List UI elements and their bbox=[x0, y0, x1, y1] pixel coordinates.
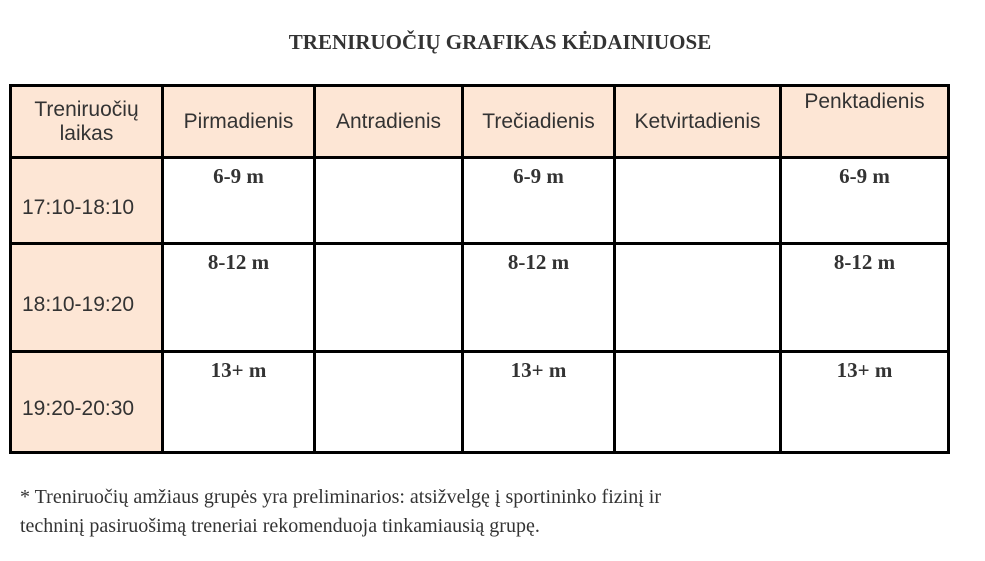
schedule-table bbox=[9, 84, 950, 454]
friday-cell: 8-12 m bbox=[781, 244, 949, 352]
footnote-line-2: techninį pasiruošimą treneriai rekomenduoja tinkamiausią grupę. bbox=[20, 515, 540, 537]
monday-cell: 6-9 m bbox=[163, 158, 315, 244]
wednesday-cell: 6-9 m bbox=[463, 158, 615, 244]
monday-cell: 13+ m bbox=[163, 352, 315, 453]
table-row bbox=[11, 352, 949, 453]
thursday-cell bbox=[615, 158, 781, 244]
table-row bbox=[11, 158, 949, 244]
table-row bbox=[11, 244, 949, 352]
tuesday-cell bbox=[315, 158, 463, 244]
footnote-line-1: * Treniruočių amžiaus grupės yra preliminarios: atsižvelgę į sportininko fizinį ir bbox=[20, 486, 661, 508]
monday-cell: 8-12 m bbox=[163, 244, 315, 352]
header-friday: Penktadienis bbox=[781, 86, 949, 158]
header-thursday: Ketvirtadienis bbox=[615, 86, 781, 158]
header-row bbox=[11, 86, 949, 158]
header-wednesday: Trečiadienis bbox=[463, 86, 615, 158]
tuesday-cell bbox=[315, 244, 463, 352]
header-time: Treniruočių laikas bbox=[11, 86, 163, 158]
page-title: TRENIRUOČIŲ GRAFIKAS KĖDAINIUOSE bbox=[288, 30, 712, 54]
footnote bbox=[20, 483, 920, 541]
thursday-cell bbox=[615, 244, 781, 352]
time-cell: 19:20-20:30 bbox=[11, 352, 163, 453]
thursday-cell bbox=[615, 352, 781, 453]
friday-cell: 13+ m bbox=[781, 352, 949, 453]
time-cell: 17:10-18:10 bbox=[11, 158, 163, 244]
tuesday-cell bbox=[315, 352, 463, 453]
time-cell: 18:10-19:20 bbox=[11, 244, 163, 352]
header-monday: Pirmadienis bbox=[163, 86, 315, 158]
header-tuesday: Antradienis bbox=[315, 86, 463, 158]
wednesday-cell: 8-12 m bbox=[463, 244, 615, 352]
friday-cell: 6-9 m bbox=[781, 158, 949, 244]
wednesday-cell: 13+ m bbox=[463, 352, 615, 453]
